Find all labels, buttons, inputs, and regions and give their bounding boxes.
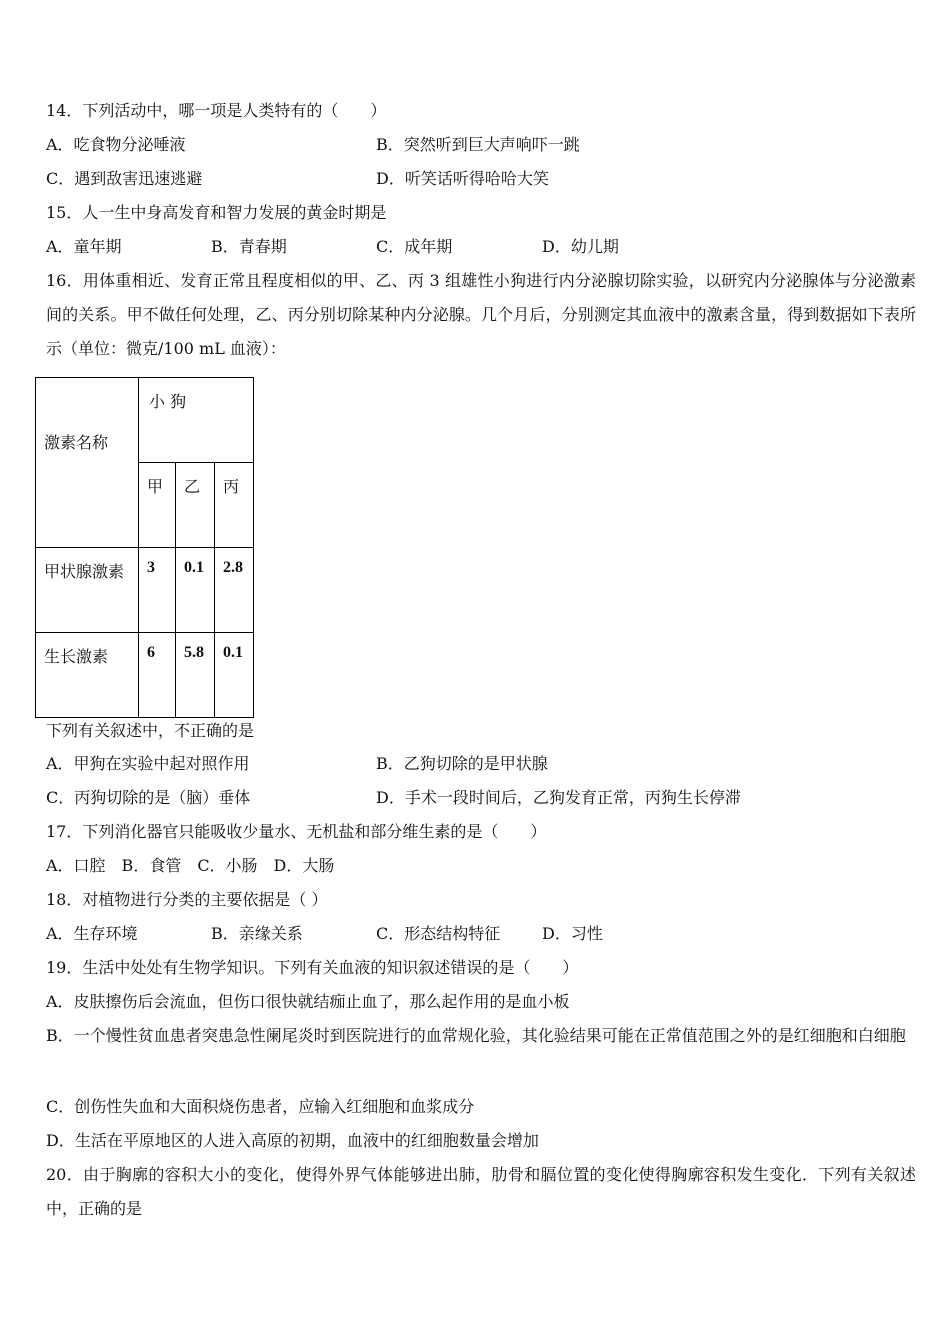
group-bing: 丙: [215, 463, 254, 548]
q18-option-a: A．生存环境: [46, 924, 138, 943]
q15-option-c: C．成年期: [376, 237, 453, 256]
cell-thyroid-yi: 0.1: [176, 548, 215, 633]
q18-option-c: C．形态结构特征: [376, 924, 501, 943]
q16-stem: 16．用体重相近、发育正常且程度相似的甲、乙、丙 3 组雄性小狗进行内分泌腺切除实验，以研究内分泌腺体与分泌激素间的关系。甲不做任何处理，乙、丙分别切除某种内分泌腺。几个月后，分别测定其血液中的激素含量，得到数据如下表所示（单位：微克/100 mL 血液）：: [46, 271, 916, 358]
q19-option-b: B．一个慢性贫血患者突患急性阑尾炎时到医院进行的血常规化验，其化验结果可能在正常值范围之外的是红细胞和白细胞: [46, 1026, 906, 1045]
q16-option-b: B．乙狗切除的是甲状腺: [376, 754, 548, 773]
q15-option-d: D．幼儿期: [542, 237, 619, 256]
cell-growth-bing: 0.1: [215, 633, 254, 718]
header-dog: 小 狗: [139, 378, 254, 463]
row-name-thyroid: 甲状腺激素: [36, 548, 139, 633]
row-name-growth: 生长激素: [36, 633, 139, 718]
group-jia: 甲: [139, 463, 176, 548]
q15-option-a: A．童年期: [46, 237, 122, 256]
hormone-table: [35, 377, 254, 718]
q18-stem: 18．对植物进行分类的主要依据是（ ）: [46, 890, 328, 909]
q20-stem: 20．由于胸廓的容积大小的变化，使得外界气体能够进出肺，肋骨和膈位置的变化使得胸廓容积发生变化．下列有关叙述中，正确的是: [46, 1165, 916, 1218]
q14-option-d: D．听笑话听得哈哈大笑: [376, 169, 549, 188]
group-yi: 乙: [176, 463, 215, 548]
q16-option-a: A．甲狗在实验中起对照作用: [46, 754, 250, 773]
cell-growth-yi: 5.8: [176, 633, 215, 718]
q19-option-c: C．创伤性失血和大面积烧伤患者，应输入红细胞和血浆成分: [46, 1097, 475, 1116]
q15-stem: 15．人一生中身高发育和智力发展的黄金时期是: [46, 203, 387, 222]
q14-option-a: A．吃食物分泌唾液: [46, 135, 186, 154]
q19-option-d: D．生活在平原地区的人进入高原的初期，血液中的红细胞数量会增加: [46, 1131, 539, 1150]
header-hormone-name: 激素名称: [36, 378, 139, 548]
q17-stem: 17．下列消化器官只能吸收少量水、无机盐和部分维生素的是（ ）: [46, 822, 547, 841]
cell-growth-jia: 6: [139, 633, 176, 718]
q17-options: A．口腔 B．食管 C．小肠 D．大肠: [46, 856, 335, 875]
q19-option-a: A．皮肤擦伤后会流血，但伤口很快就结痂止血了，那么起作用的是血小板: [46, 992, 570, 1011]
q18-option-b: B．亲缘关系: [211, 924, 303, 943]
cell-thyroid-jia: 3: [139, 548, 176, 633]
q14-stem: 14．下列活动中，哪一项是人类特有的（ ）: [46, 101, 387, 120]
q19-stem: 19．生活中处处有生物学知识。下列有关血液的知识叙述错误的是（ ）: [46, 958, 579, 977]
q14-option-b: B．突然听到巨大声响吓一跳: [376, 135, 580, 154]
cell-thyroid-bing: 2.8: [215, 548, 254, 633]
q18-option-d: D．习性: [542, 924, 603, 943]
q16-option-d: D．手术一段时间后，乙狗发育正常，丙狗生长停滞: [376, 788, 741, 807]
q16-prompt: 下列有关叙述中，不正确的是: [46, 721, 255, 740]
q15-option-b: B．青春期: [211, 237, 287, 256]
q16-option-c: C．丙狗切除的是（脑）垂体: [46, 788, 251, 807]
q14-option-c: C．遇到敌害迅速逃避: [46, 169, 203, 188]
